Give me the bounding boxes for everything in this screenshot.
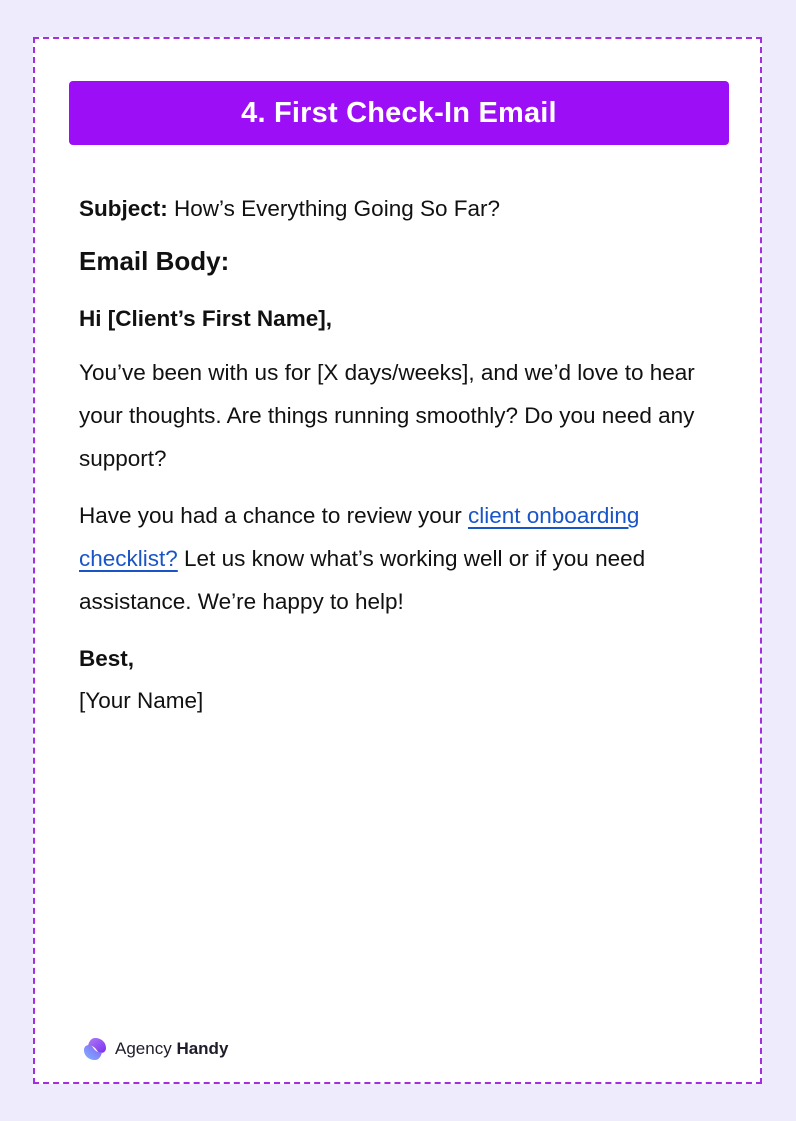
subject-text: How’s Everything Going So Far? (167, 196, 501, 221)
subject-line (79, 189, 709, 229)
paragraph-2-text-start: Have you had a chance to review your (79, 503, 468, 528)
closing: Best, (79, 646, 135, 671)
document-card (33, 37, 762, 1084)
brand-name-bold: Handy (176, 1039, 229, 1058)
email-body-heading: Email Body: (79, 246, 230, 276)
brand-name (115, 1039, 228, 1059)
signature: [Your Name] (79, 688, 204, 713)
email-template (79, 189, 709, 721)
agency-handy-logo-icon (81, 1035, 109, 1063)
paragraph-2 (79, 494, 709, 623)
page-title: 4. First Check-In Email (241, 96, 557, 129)
paragraph-2-text-end: Let us know what’s working well or if you need assistance. We’re happy to help! (79, 546, 646, 614)
greeting: Hi [Client’s First Name], (79, 306, 332, 331)
title-banner (69, 81, 729, 145)
paragraph-1: You’ve been with us for [X days/weeks], and we’d love to hear your thoughts. Are things running smoothly? Do you need any support? (79, 360, 695, 471)
onboarding-checklist-link[interactable]: client onboarding checklist? (79, 503, 640, 571)
subject-label: Subject: (79, 196, 168, 221)
brand-name-light: Agency (115, 1039, 177, 1058)
brand-logo (81, 1035, 228, 1063)
